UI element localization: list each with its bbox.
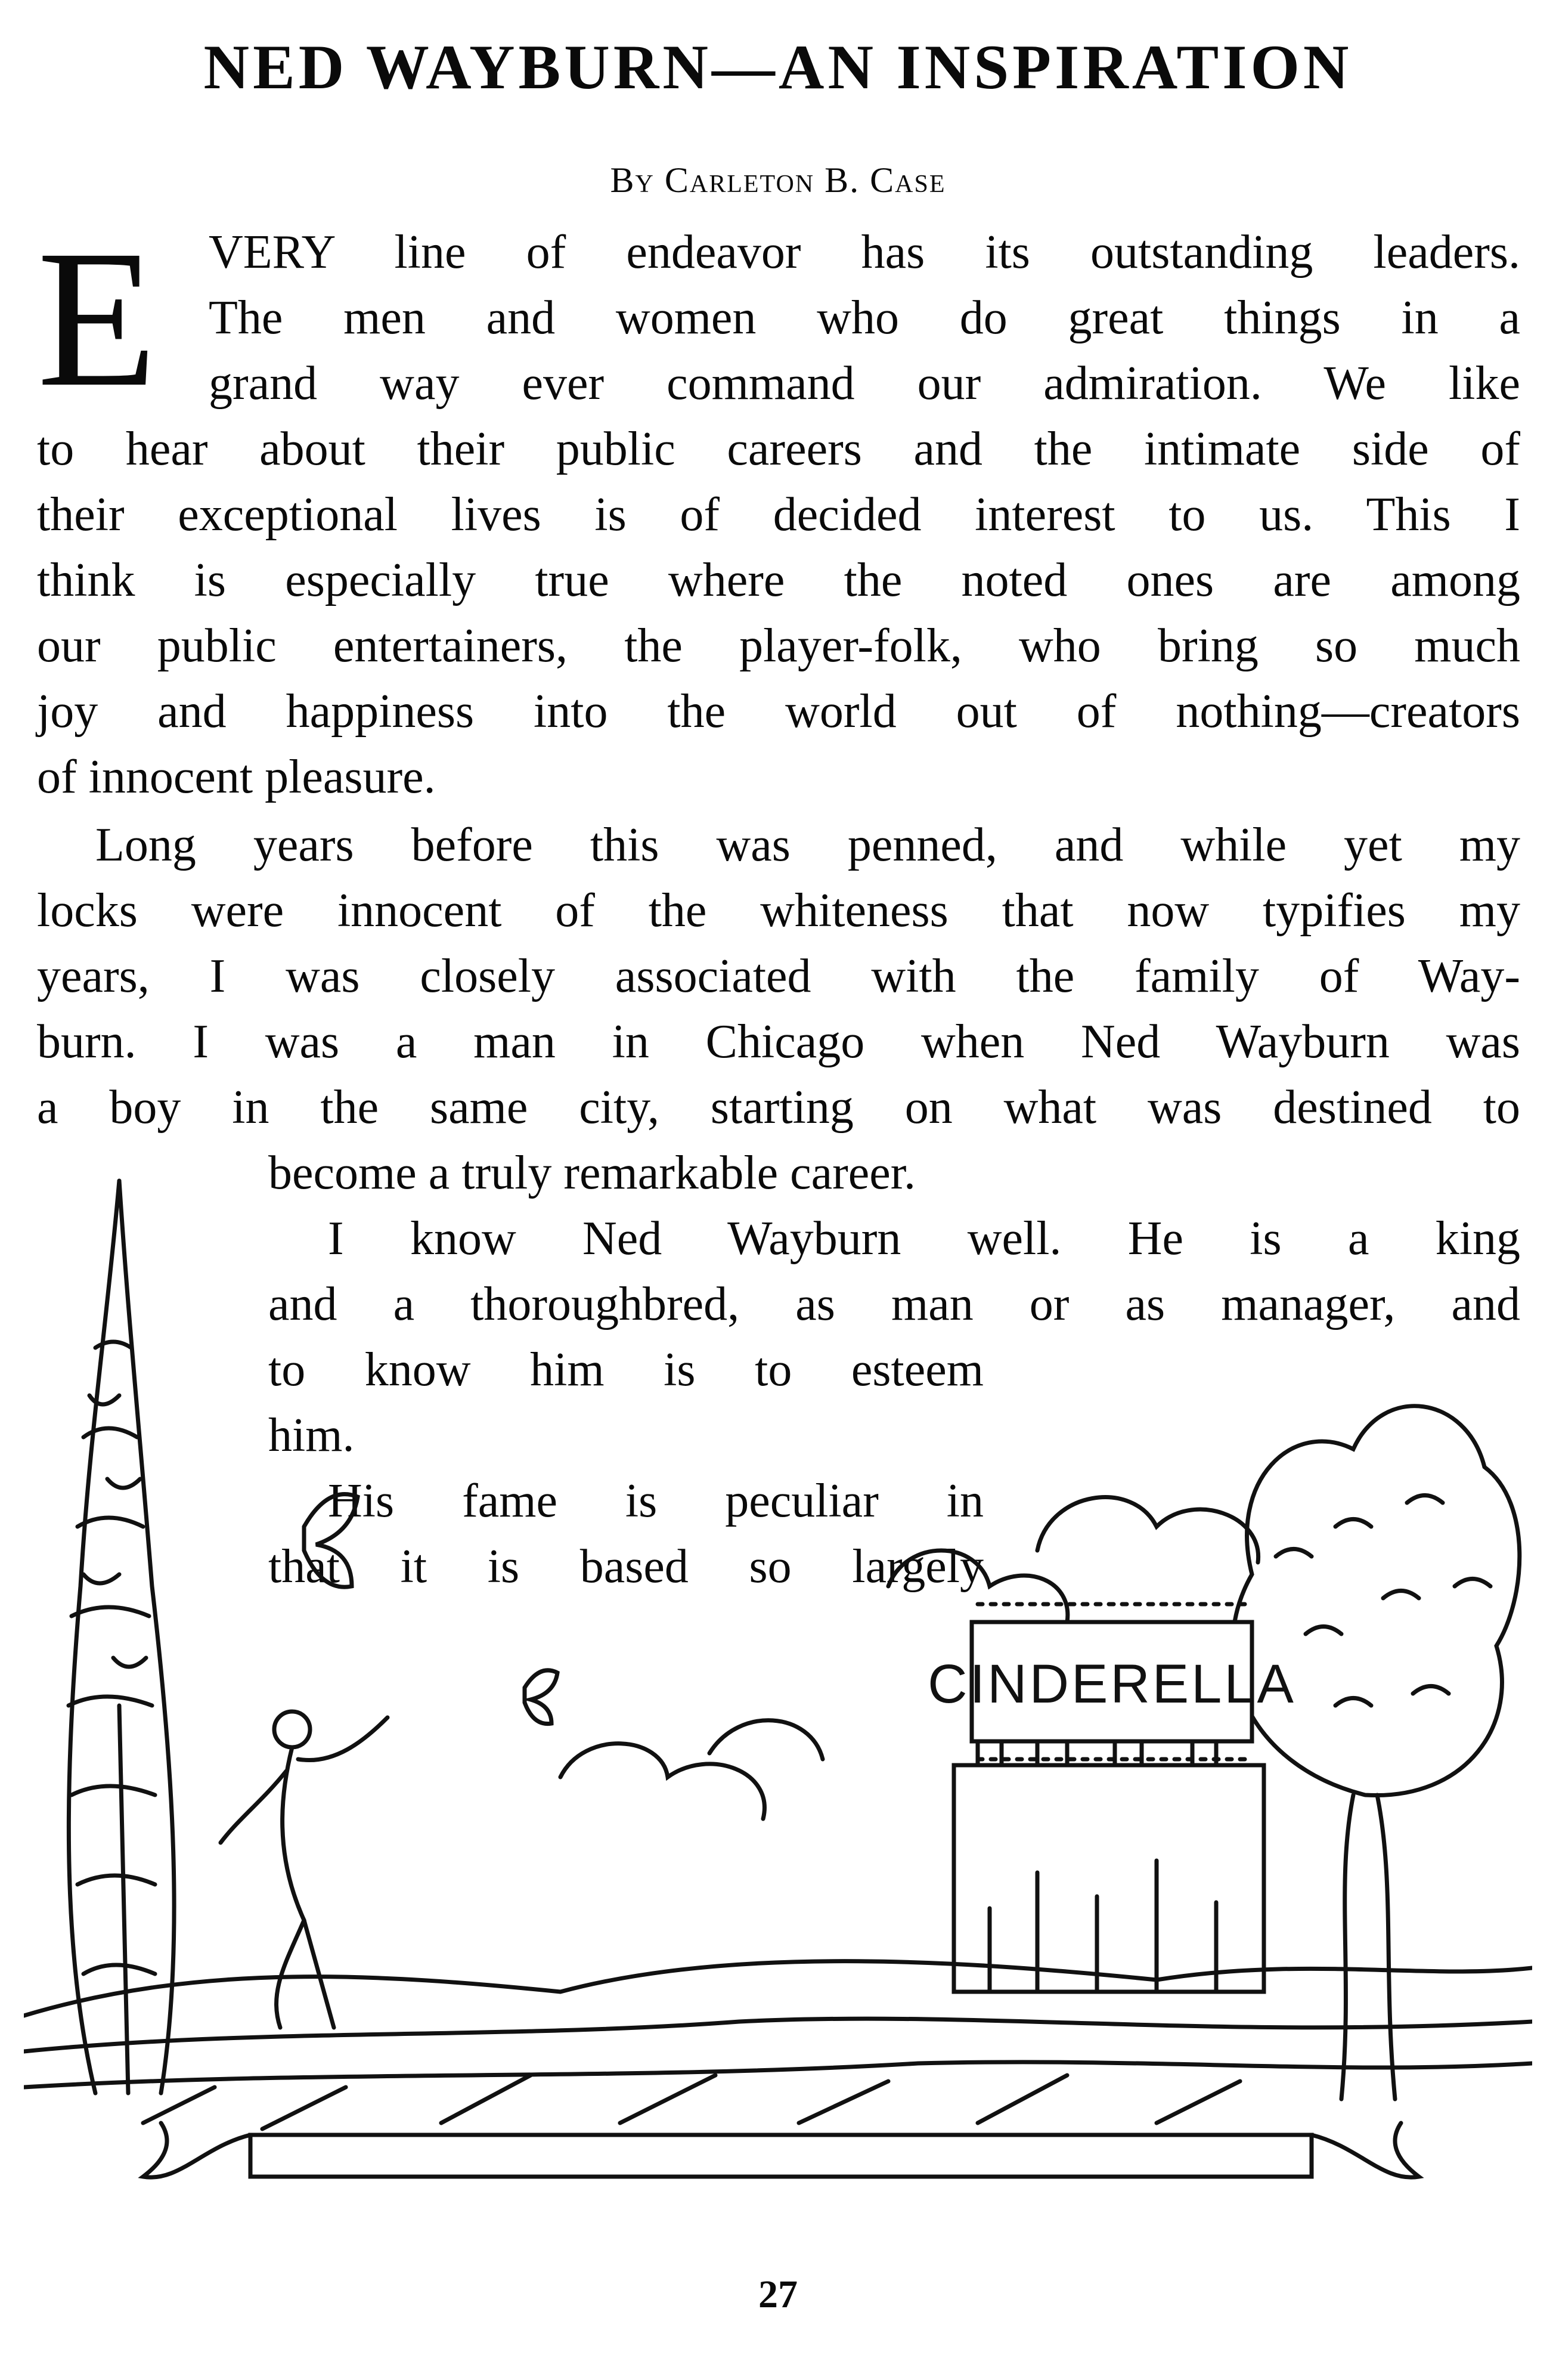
body-line: The men and women who do great things in a <box>209 292 1520 344</box>
body-line: our public entertainers, the player-folk, who bring so much <box>37 620 1520 672</box>
body-line: I know Ned Wayburn well. He is a king <box>328 1212 1520 1265</box>
body-line: joy and happiness into the world out of nothing—creators <box>37 685 1520 738</box>
decorative-illustration <box>24 1169 1532 2195</box>
body-line: locks were innocent of the whiteness that now typifies my <box>37 884 1520 937</box>
body-line: to hear about their public careers and the intimate side of <box>37 423 1520 475</box>
cypress-tree-icon <box>69 1181 174 2093</box>
body-line: VERY line of endeavor has its outstanding leaders. <box>209 226 1520 278</box>
body-line: years, I was closely associated with the family of Way- <box>37 950 1520 1002</box>
body-line: and a thoroughbred, as man or as manager, and <box>268 1278 1520 1330</box>
tree-icon <box>1233 1406 1520 2099</box>
body-line: become a truly remarkable career. <box>268 1147 916 1199</box>
body-line: burn. I was a man in Chicago when Ned Wayburn was <box>37 1016 1520 1068</box>
castle-icon <box>928 1604 1296 1992</box>
butterfly-icon <box>525 1670 557 1724</box>
body-line: a boy in the same city, starting on what was destined to <box>37 1081 1520 1134</box>
body-line: His fame is peculiar in <box>328 1475 984 1527</box>
article-title: NED WAYBURN—AN INSPIRATION <box>203 32 1353 102</box>
byline: By Carleton B. Case <box>610 160 946 200</box>
sign-text: CINDERELLA <box>928 1654 1296 1714</box>
page-number: 27 <box>758 2273 798 2316</box>
body-line: think is especially true where the noted ones are among <box>37 554 1520 606</box>
body-line: to know him is to esteem <box>268 1344 984 1396</box>
body-line: Long years before this was penned, and while yet my <box>95 819 1520 871</box>
body-line: that it is based so largely <box>268 1540 984 1593</box>
body-line: him. <box>268 1409 355 1462</box>
butterfly-icon <box>304 1494 358 1587</box>
body-line: of innocent pleasure. <box>37 751 436 803</box>
body-line: their exceptional lives is of decided interest to us. This I <box>37 488 1520 541</box>
body-line: grand way ever command our admiration. We like <box>209 357 1520 410</box>
ribbon-banner <box>143 2123 1419 2177</box>
drop-cap: E <box>37 210 157 428</box>
